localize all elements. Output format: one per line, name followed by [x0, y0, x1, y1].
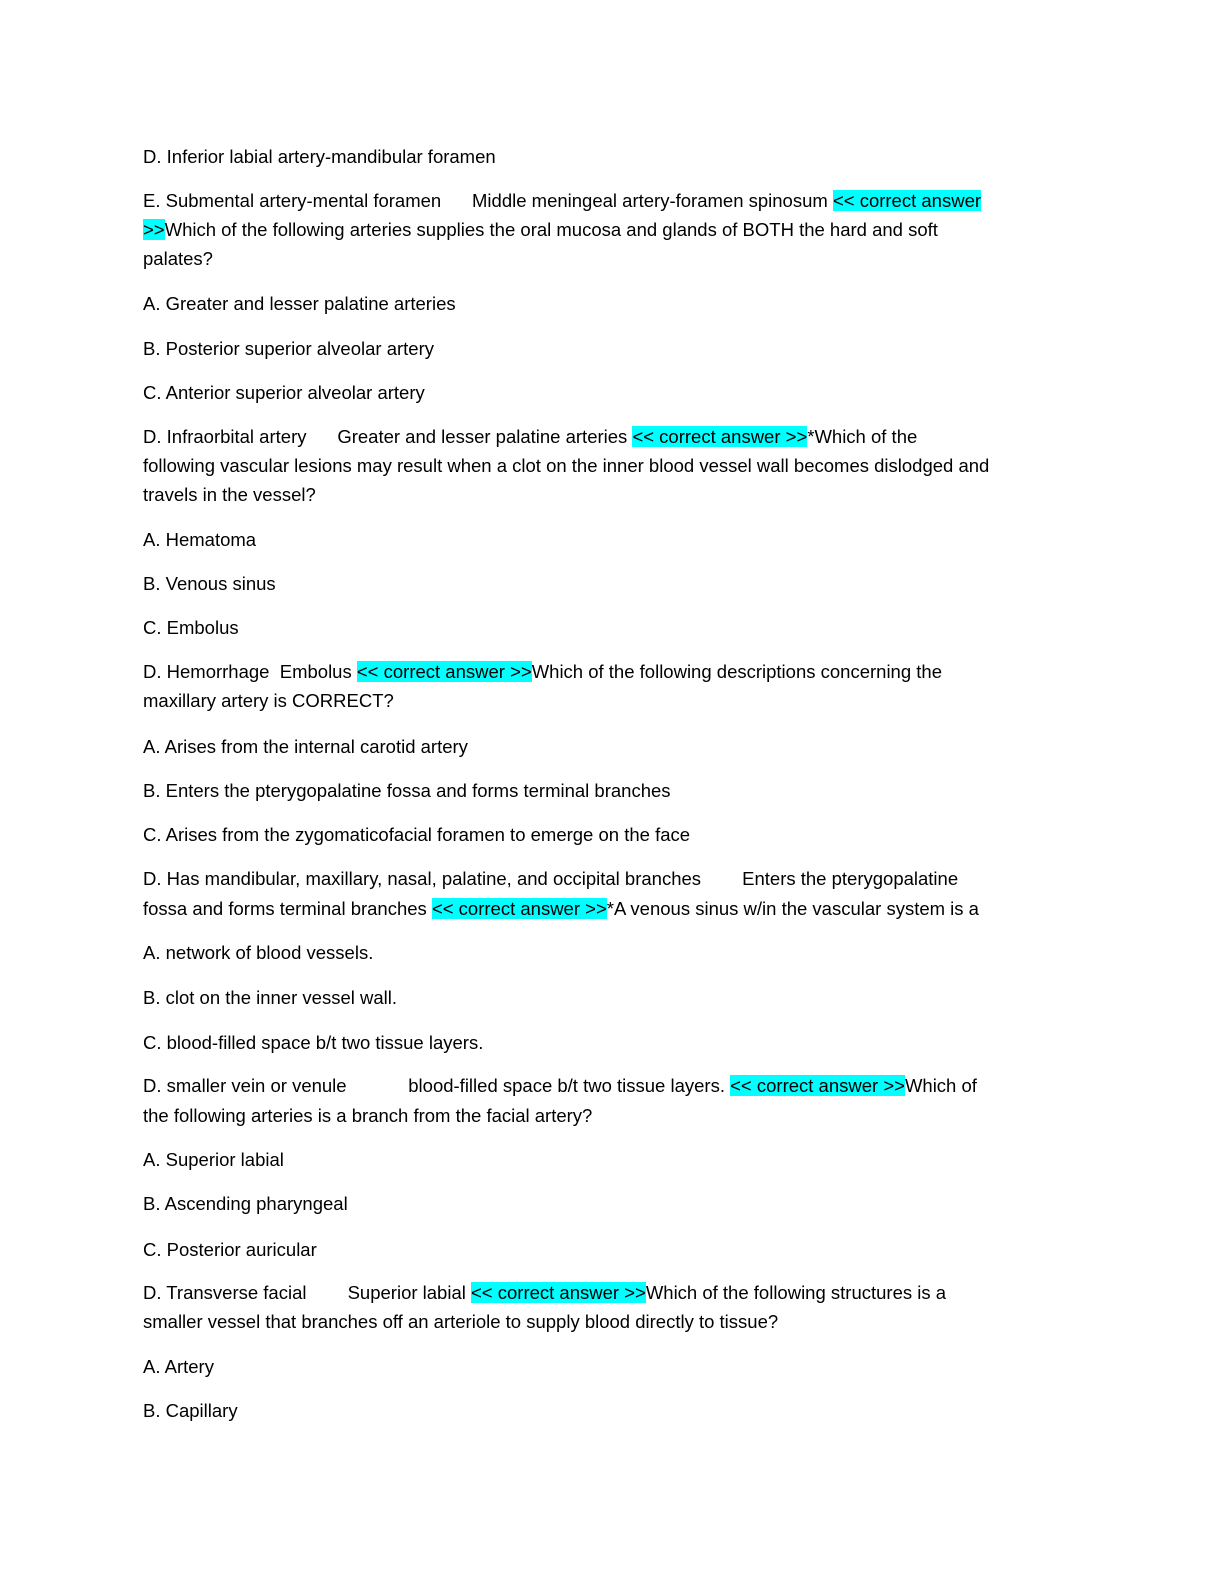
line-text: Which of: [904, 1075, 977, 1096]
line-text: A. Artery: [143, 1356, 214, 1377]
text-line: [143, 1310, 778, 1334]
line-text: Which of the following descriptions concerning the: [531, 661, 942, 682]
line-text: D. Has mandibular, maxillary, nasal, palatine, and occipital branches Enters the pterygopalatine: [143, 868, 959, 889]
correct-answer-highlight: << correct answer >>: [632, 426, 808, 447]
line-text: maxillary artery is CORRECT?: [143, 690, 394, 711]
line-text: B. Posterior superior alveolar artery: [143, 338, 434, 359]
line-text: B. Venous sinus: [143, 573, 276, 594]
line-text: B. Capillary: [143, 1400, 238, 1421]
line-text: B. Enters the pterygopalatine fossa and forms terminal branches: [143, 780, 671, 801]
text-line: [143, 1281, 946, 1305]
correct-answer-highlight: >>: [143, 219, 165, 240]
text-line: [143, 1148, 284, 1172]
text-line: [143, 189, 981, 213]
text-line: [143, 986, 397, 1010]
line-text: C. Posterior auricular: [143, 1239, 317, 1260]
text-line: [143, 867, 958, 891]
line-text: *A venous sinus w/in the vascular system is a: [606, 898, 979, 919]
correct-answer-highlight: << correct answer: [832, 190, 982, 211]
text-line: [143, 1238, 317, 1262]
line-text: D. smaller vein or venule blood-filled space b/t two tissue layers.: [143, 1075, 731, 1096]
correct-answer-highlight: << correct answer >>: [730, 1075, 905, 1096]
text-line: [143, 218, 938, 242]
line-text: travels in the vessel?: [143, 484, 316, 505]
text-line: [143, 779, 671, 803]
text-line: [143, 572, 276, 596]
text-line: [143, 689, 394, 713]
line-text: D. Transverse facial Superior labial: [143, 1282, 471, 1303]
text-line: [143, 292, 456, 316]
line-text: D. Hemorrhage Embolus: [143, 661, 357, 682]
text-line: [143, 454, 989, 478]
text-line: [143, 337, 434, 361]
line-text: E. Submental artery-mental foramen Middle meningeal artery-foramen spinosum: [143, 190, 833, 211]
correct-answer-highlight: << correct answer >>: [431, 898, 607, 919]
text-line: [143, 1031, 483, 1055]
line-text: D. Infraorbital artery Greater and lesser palatine arteries: [143, 426, 633, 447]
text-line: [143, 528, 256, 552]
line-text: fossa and forms terminal branches: [143, 898, 432, 919]
line-text: following vascular lesions may result when a clot on the inner blood vessel wall becomes dislodged and: [143, 455, 990, 476]
line-text: A. Arises from the internal carotid artery: [143, 736, 468, 757]
text-line: [143, 897, 979, 921]
line-text: C. Anterior superior alveolar artery: [143, 382, 425, 403]
text-line: [143, 381, 425, 405]
text-line: [143, 1355, 214, 1379]
line-text: Which of the following arteries supplies the oral mucosa and glands of BOTH the hard and soft: [164, 219, 938, 240]
line-text: A. Superior labial: [143, 1149, 284, 1170]
line-text: palates?: [143, 248, 213, 269]
text-line: [143, 616, 239, 640]
line-text: A. Greater and lesser palatine arteries: [143, 293, 456, 314]
line-text: D. Inferior labial artery-mandibular foramen: [143, 146, 496, 167]
line-text: the following arteries is a branch from the facial artery?: [143, 1105, 593, 1126]
text-line: [143, 941, 373, 965]
text-line: [143, 1192, 348, 1216]
text-line: [143, 145, 496, 169]
text-line: [143, 483, 316, 507]
text-line: [143, 1399, 238, 1423]
line-text: A. Hematoma: [143, 529, 257, 550]
text-line: [143, 735, 468, 759]
text-line: [143, 1104, 592, 1128]
correct-answer-highlight: << correct answer >>: [356, 661, 532, 682]
correct-answer-highlight: << correct answer >>: [471, 1282, 646, 1303]
line-text: A. network of blood vessels.: [143, 942, 374, 963]
line-text: *Which of the: [807, 426, 918, 447]
line-text: C. Embolus: [143, 617, 239, 638]
line-text: B. Ascending pharyngeal: [143, 1193, 348, 1214]
line-text: C. Arises from the zygomaticofacial foramen to emerge on the face: [143, 824, 691, 845]
text-line: [143, 660, 942, 684]
line-text: C. blood-filled space b/t two tissue layers.: [143, 1032, 484, 1053]
text-line: [143, 425, 917, 449]
line-text: Which of the following structures is a: [645, 1282, 947, 1303]
line-text: B. clot on the inner vessel wall.: [143, 987, 397, 1008]
text-line: [143, 1074, 977, 1098]
text-line: [143, 823, 690, 847]
text-line: [143, 247, 213, 271]
line-text: smaller vessel that branches off an arteriole to supply blood directly to tissue?: [143, 1311, 779, 1332]
